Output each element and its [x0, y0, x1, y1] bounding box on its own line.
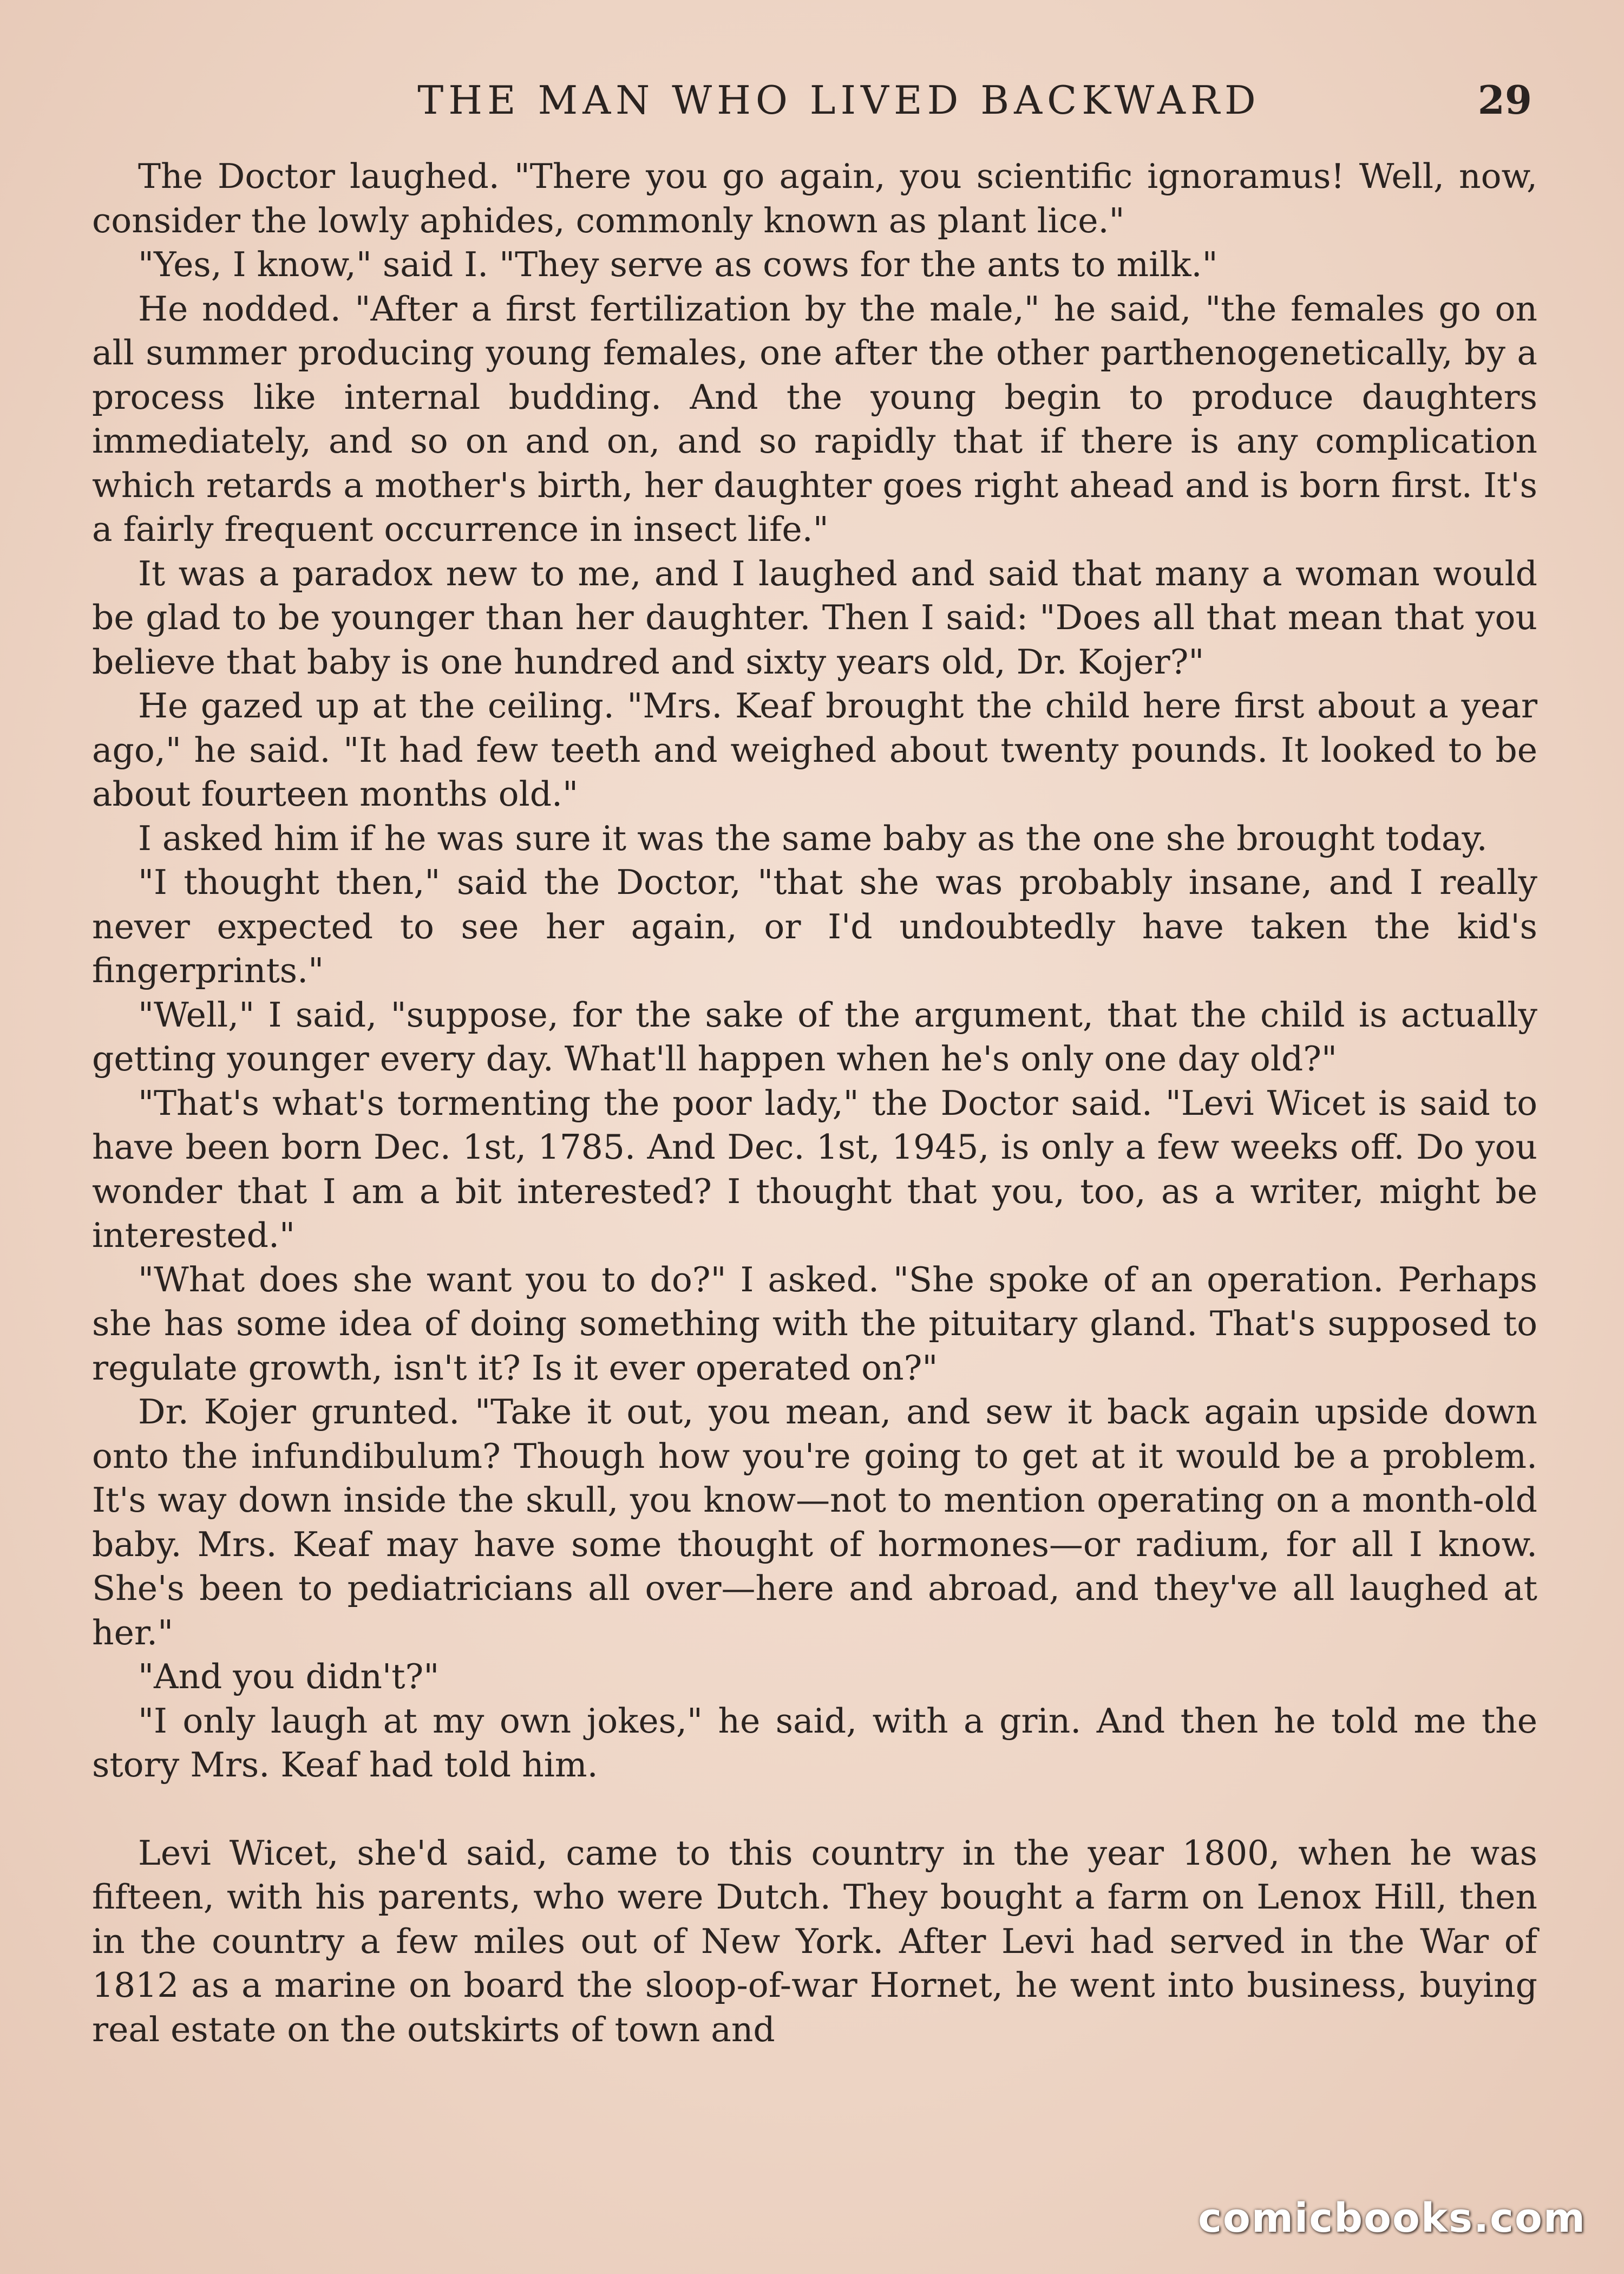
- paragraph: "I only laugh at my own jokes," he said, with a grin. And then he told me the story Mrs. Keaf had told him.: [92, 1701, 1537, 1785]
- paragraph: "That's what's tormenting the poor lady," the Doctor said. "Levi Wicet is said to have been born Dec. 1st, 1785. And Dec. 1st, 1945, is only a few weeks off. Do you wonder that I am a bit interested? I thought that you, too, as a writer, might be interested.": [92, 1083, 1537, 1255]
- page-number: 29: [1477, 77, 1532, 123]
- paragraph: The Doctor laughed. "There you go again, you scientific ignoramus! Well, now, consider the lowly aphides, commonly known as plant lice.": [92, 156, 1537, 240]
- body-text: [92, 154, 1537, 2051]
- paragraph: "I thought then," said the Doctor, "that she was probably insane, and I really never expected to see her again, or I'd undoubtedly have taken the kid's fingerprints.": [92, 862, 1537, 990]
- paragraph: He nodded. "After a first fertilization by the male," he said, "the females go on all summer producing young females, one after the other parthenogenetically, by a process like internal budding. And the young begin to produce daughters immediately, and so on and on, and so rapidly that if there is any complication which retards a mother's birth, her daughter goes right ahead and is born first. It's a fairly frequent occurrence in insect life.": [92, 289, 1537, 549]
- paragraph: "Yes, I know," said I. "They serve as cows for the ants to milk.": [138, 245, 1218, 284]
- paragraph: "What does she want you to do?" I asked. "She spoke of an operation. Perhaps she has some idea of doing something with the pituitary gland. That's supposed to regulate growth, isn't it? Is it ever operated on?": [92, 1259, 1537, 1388]
- running-title: THE MAN WHO LIVED BACKWARD: [417, 77, 1261, 123]
- paragraph: Dr. Kojer grunted. "Take it out, you mean, and sew it back again upside down onto the infundibulum? Though how you're going to get at it would be a problem. It's way down inside the skull, you know—not to mention operating on a month-old baby. Mrs. Keaf may have some thought of hormones—or radium, for all I know. She's been to pediatricians all over—here and abroad, and they've all laughed at her.": [92, 1392, 1537, 1652]
- paragraph: "Well," I said, "suppose, for the sake of the argument, that the child is actually getting younger every day. What'll happen when he's only one day old?": [92, 995, 1537, 1079]
- paragraph: I asked him if he was sure it was the same baby as the one she brought today.: [138, 818, 1488, 858]
- paragraph: It was a paradox new to me, and I laughed and said that many a woman would be glad to be younger than her daughter. Then I said: "Does all that mean that you believe that baby is one hundred and sixty years old, Dr. Kojer?": [92, 553, 1537, 682]
- paragraph: "And you didn't?": [138, 1657, 440, 1696]
- paragraph: Levi Wicet, she'd said, came to this country in the year 1800, when he was fifteen, with his parents, who were Dutch. They bought a farm on Lenox Hill, then in the country a few miles out of New York. After Levi had served in the War of 1812 as a marine on board the sloop-of-war Hornet, he went into business, buying real estate on the outskirts of town and: [92, 1833, 1537, 2049]
- watermark: comicbooks.com: [1198, 2195, 1586, 2242]
- paragraph: He gazed up at the ceiling. "Mrs. Keaf brought the child here first about a year ago," he said. "It had few teeth and weighed about twenty pounds. It looked to be about fourteen months old.": [92, 686, 1537, 814]
